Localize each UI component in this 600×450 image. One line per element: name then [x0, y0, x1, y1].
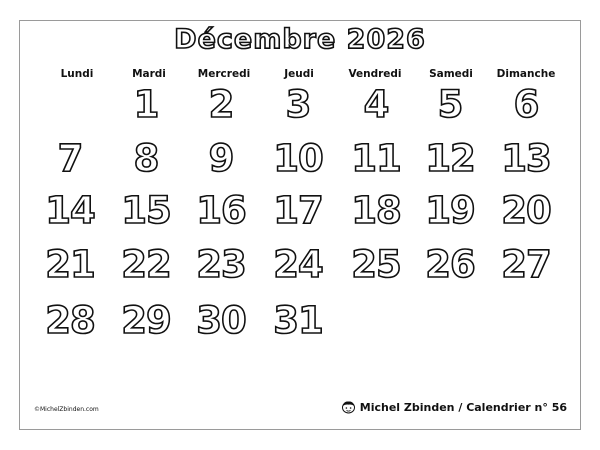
weekday-mardi: Mardi — [132, 68, 166, 80]
calendar-day: 8 — [133, 137, 159, 180]
calendar-day: 31 — [273, 299, 323, 342]
calendar-day: 24 — [273, 243, 323, 286]
weekday-samedi: Samedi — [429, 68, 473, 80]
calendar-day: 2 — [208, 83, 234, 126]
weekday-vendredi: Vendredi — [348, 68, 402, 80]
calendar-grid — [0, 80, 600, 350]
calendar-title: Décembre 2026 — [174, 24, 426, 55]
website-credit: ©MichelZbinden.com — [34, 406, 99, 413]
weekday-dimanche: Dimanche — [496, 68, 556, 80]
calendar-day: 7 — [57, 137, 83, 180]
author-credit — [341, 398, 567, 416]
calendar-day: 20 — [501, 189, 551, 232]
weekday-lundi: Lundi — [60, 68, 94, 80]
calendar-day: 11 — [351, 137, 401, 180]
calendar-day: 18 — [351, 189, 401, 232]
calendar-day: 16 — [196, 189, 246, 232]
calendar-day: 26 — [425, 243, 475, 286]
calendar-day: 30 — [196, 299, 246, 342]
calendar-day: 27 — [501, 243, 551, 286]
calendar-day: 22 — [121, 243, 171, 286]
calendar-day: 4 — [363, 83, 389, 126]
calendar-day: 5 — [437, 83, 463, 126]
calendar-day: 14 — [45, 189, 95, 232]
calendar-day: 23 — [196, 243, 246, 286]
calendar-day: 10 — [273, 137, 323, 180]
calendar-day: 21 — [45, 243, 95, 286]
calendar-day: 19 — [425, 189, 475, 232]
calendar-day: 29 — [121, 299, 171, 342]
calendar-day: 9 — [208, 137, 234, 180]
weekday-jeudi: Jeudi — [284, 68, 314, 80]
author-credit-text: Michel Zbinden / Calendrier n° 56 — [359, 400, 567, 414]
calendar-day: 28 — [45, 299, 95, 342]
calendar-day: 13 — [501, 137, 551, 180]
calendar-day: 6 — [513, 83, 539, 126]
calendar-day: 25 — [351, 243, 401, 286]
avatar-icon — [341, 400, 356, 414]
calendar-day: 17 — [273, 189, 323, 232]
weekday-mercredi: Mercredi — [197, 68, 251, 80]
calendar-day: 12 — [425, 137, 475, 180]
calendar-day: 15 — [121, 189, 171, 232]
calendar-day: 1 — [133, 83, 159, 126]
calendar-day: 3 — [285, 83, 311, 126]
